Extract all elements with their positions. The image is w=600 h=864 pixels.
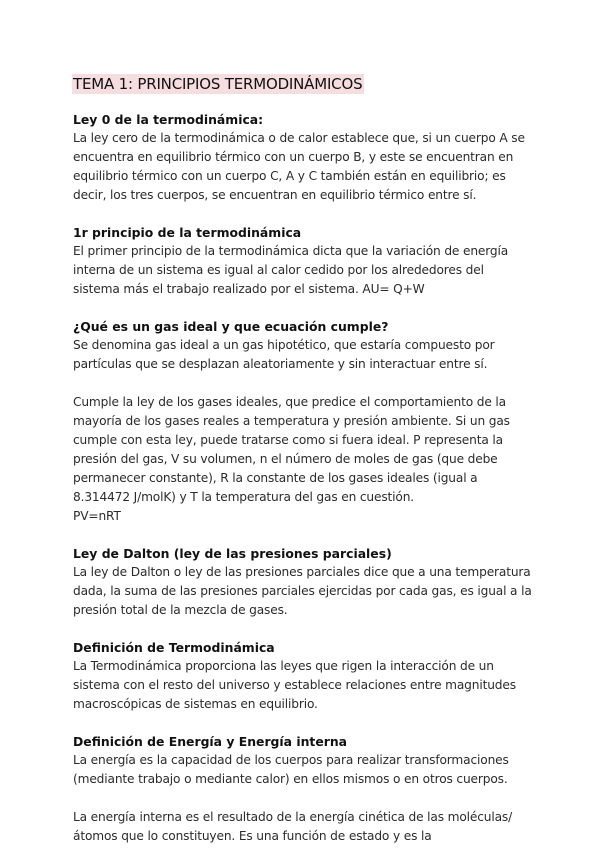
- section-heading: ¿Qué es un gas ideal y que ecuación cumple?: [73, 319, 389, 334]
- section-energia: [73, 732, 533, 846]
- section-paragraph: La ley de Dalton o ley de las presiones parciales dice que a una temperatura dada, la suma de las presiones parciales ejercidas por cada gas, es igual a la presión total de la mezcla de gases.: [73, 565, 532, 617]
- section-paragraph: Se denomina gas ideal a un gas hipotético, que estaría compuesto por partículas que se desplazan aleatoriamente y sin interactuar entre sí.: [73, 338, 495, 371]
- section-paragraph: Cumple la ley de los gases ideales, que predice el comportamiento de la mayoría de los gases reales a temperatura y presión ambiente. Si un gas cumple con esta ley, puede tratarse como si fuera ideal. P representa la presión del gas, V su volumen, n el número de moles de gas (que debe permanecer constante), R la constante de los gases ideales (igual a 8.314472 J/molK) y T la temperatura del gas en cuestión.: [73, 395, 510, 504]
- section-heading: Ley 0 de la termodinámica:: [73, 112, 264, 127]
- section-paragraph: La energía es la capacidad de los cuerpos para realizar transformaciones (mediante trabajo o mediante calor) en ellos mismos o en otros cuerpos.: [73, 753, 509, 786]
- section-gas-ideal: [73, 317, 533, 526]
- section-heading: Definición de Energía y Energía interna: [73, 734, 348, 749]
- section-ley-cero: [73, 110, 533, 205]
- section-primer-principio: [73, 223, 533, 299]
- section-heading: 1r principio de la termodinámica: [73, 225, 302, 240]
- section-paragraph: La energía interna es el resultado de la energía cinética de las moléculas/átomos que lo constituyen. Es una función de estado y es la: [73, 810, 513, 843]
- section-termodinamica: [73, 638, 533, 714]
- section-paragraph: La ley cero de la termodinámica o de calor establece que, si un cuerpo A se encuentra en equilibrio térmico con un cuerpo B, y este se encuentran en equilibrio térmico con un cuerpo C, A y C también están en equilibrio; es decir, los tres cuerpos, se encuentran en equilibrio térmico entre sí.: [73, 131, 525, 202]
- section-paragraph: La Termodinámica proporciona las leyes que rigen la interacción de un sistema con el resto del universo y establece relaciones entre magnitudes macroscópicas de sistemas en equilibrio.: [73, 659, 516, 711]
- section-heading: Ley de Dalton (ley de las presiones parciales): [73, 546, 392, 561]
- page-title: TEMA 1: PRINCIPIOS TERMODINÁMICOS: [73, 75, 363, 93]
- section-heading: Definición de Termodinámica: [73, 640, 275, 655]
- equation: PV=nRT: [73, 509, 121, 523]
- section-ley-dalton: [73, 544, 533, 620]
- document-body: [73, 110, 533, 864]
- section-paragraph: El primer principio de la termodinámica dicta que la variación de energía interna de un sistema es igual al calor cedido por los alrededores del sistema más el trabajo realizado por el sistema. AU= Q+W: [73, 244, 509, 296]
